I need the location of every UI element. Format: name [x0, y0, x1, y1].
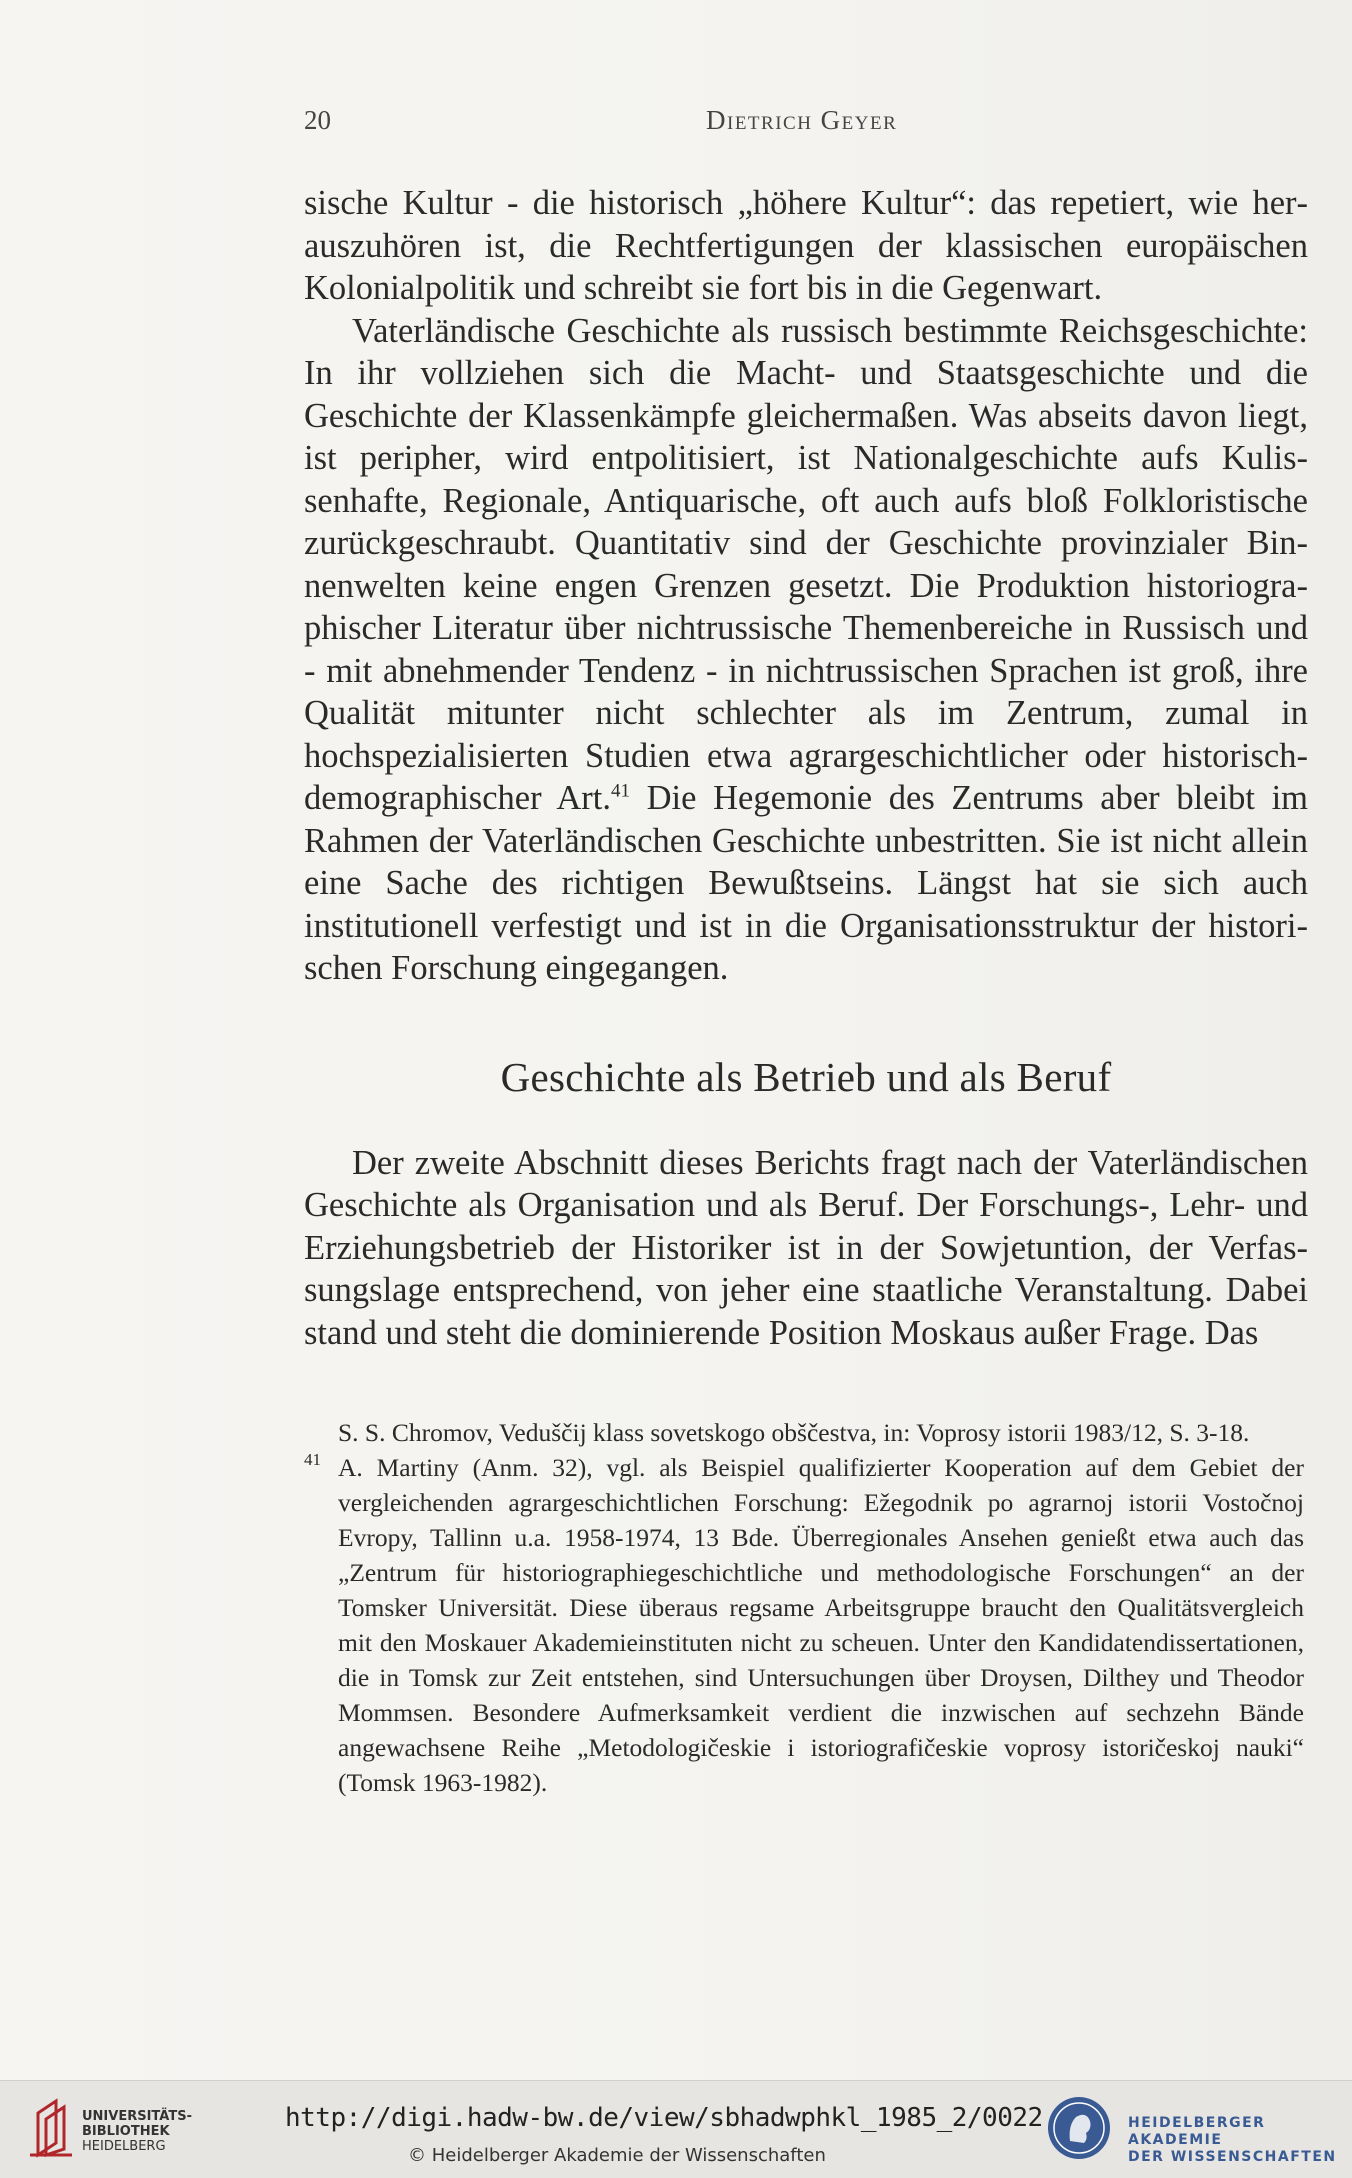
university-library-logo-icon[interactable] — [26, 2095, 76, 2161]
viewer-footer — [0, 2080, 1352, 2178]
permalink-url[interactable]: http://digi.hadw-bw.de/view/sbhadwphkl_1985_2/0022 — [285, 2103, 1043, 2133]
paragraph-2-text-a: Vaterländische Geschichte als russisch bestimmte Reichsgeschichte: In ihr vollziehen sich die Macht- und Staatsgeschichte und die Geschichte der Klassenkämpfe gleichermaßen. Was abseits davon liegt, ist peripher, wird entpolitisiert, ist Nationalgeschichte aufs Kulissenhafte, Regionale, Antiquarische, oft auch aufs bloß Folkloristische zurückgeschraubt. Quantitativ sind der Geschichte provinzialer Binnenwelten keine engen Grenzen gesetzt. Die Produktion historiographischer Literatur über nichtrussische Themenbereiche in Russisch und - mit abnehmender Tendenz - in nichtrussischen Sprachen ist groß, ihre Qualität mitunter nicht schlechter als im Zentrum, zumal in hochspezialisierten Studien etwa agrargeschichtlicher oder historisch-demographischer Art. — [304, 311, 1308, 817]
header-author: Dietrich Geyer — [706, 105, 898, 135]
page-number: 20 — [304, 105, 331, 135]
footnote-40 — [304, 1415, 1304, 1450]
academy-name — [1128, 2115, 1352, 2166]
university-library-name — [82, 2109, 192, 2154]
library-line-3: HEIDELBERG — [82, 2139, 166, 2154]
paragraph-3: Der zweite Abschnitt dieses Berichts fragt nach der Vaterländischen Geschichte als Organisation und als Beruf. Der Forschungs-, Lehr- und Erziehungsbetrieb der Historiker ist in der Sowjetuntion, der Verfassungslage entsprechend, von jeher eine staatliche Veranstaltung. Dabei stand und steht die dominierende Position Moskaus außer Frage. Das — [304, 1143, 1308, 1352]
footnote-41-number: 41 — [304, 1450, 321, 1469]
academy-seal-icon[interactable] — [1046, 2095, 1112, 2161]
copyright-notice: © Heidelberger Akademie der Wissenschaften — [408, 2145, 826, 2166]
paragraph-1: sische Kultur - die historisch „höhere Kultur“: das repetiert, wie herauszuhören ist, die Rechtfertigungen der klassischen europäischen Kolonialpolitik und schreibt sie fort bis in die Gegenwart. — [304, 184, 1308, 307]
paragraph-2 — [304, 310, 1308, 990]
footnote-40-text: S. S. Chromov, Veduščij klass sovetskogo obščestva, in: Voprosy istorii 1983/12, S. 3-18. — [338, 1418, 1250, 1447]
footnotes — [304, 1415, 1304, 1800]
footnote-ref-41[interactable]: 41 — [610, 780, 630, 802]
academy-line-1: HEIDELBERGER AKADEMIE — [1128, 2115, 1266, 2148]
paragraph-2-text-b: Die Hegemonie des Zentrums aber bleibt im Rahmen der Vaterländischen Geschichte unbestritten. Sie ist nicht allein eine Sache des richtigen Bewußtseins. Längst hat sie sich auch institutionell verfestigt und ist in die Organisationsstruktur der historischen Forschung eingegangen. — [304, 779, 1308, 987]
library-line-2: BIBLIOTHEK — [82, 2124, 170, 2139]
academy-line-2: DER WISSENSCHAFTEN — [1128, 2149, 1337, 2165]
running-head — [304, 105, 1304, 145]
footnote-41 — [304, 1450, 1304, 1800]
body-text — [304, 182, 1308, 1354]
footnote-41-text: A. Martiny (Anm. 32), vgl. als Beispiel qualifizierter Kooperation auf dem Gebiet der vergleichenden agrargeschichtlichen Forschung: Ežegodnik po agrarnoj istorii Vostočnoj Evropy, Tallinn u.a. 1958-1974, 13 Bde. Überregionales Ansehen genießt etwa auch das „Zentrum für historiographiegeschichtliche und methodologische Forschungen“ an der Tomsker Universität. Diese überaus regsame Arbeitsgruppe braucht den Qualitätsvergleich mit den Moskauer Akademieinstituten nicht zu scheuen. Unter den Kandidatendissertationen, die in Tomsk zur Zeit entstehen, sind Untersuchungen über Droysen, Dilthey und Theodor Mommsen. Besondere Aufmerksamkeit verdient die inzwischen auf sechzehn Bände angewachsene Reihe „Metodologičeskie i istoriografičeskie voprosy istoričeskoj nauki“ (Tomsk 1963-1982). — [338, 1453, 1304, 1797]
section-heading: Geschichte als Betrieb und als Beruf — [500, 1053, 1112, 1100]
library-line-1: UNIVERSITÄTS- — [82, 2109, 192, 2124]
